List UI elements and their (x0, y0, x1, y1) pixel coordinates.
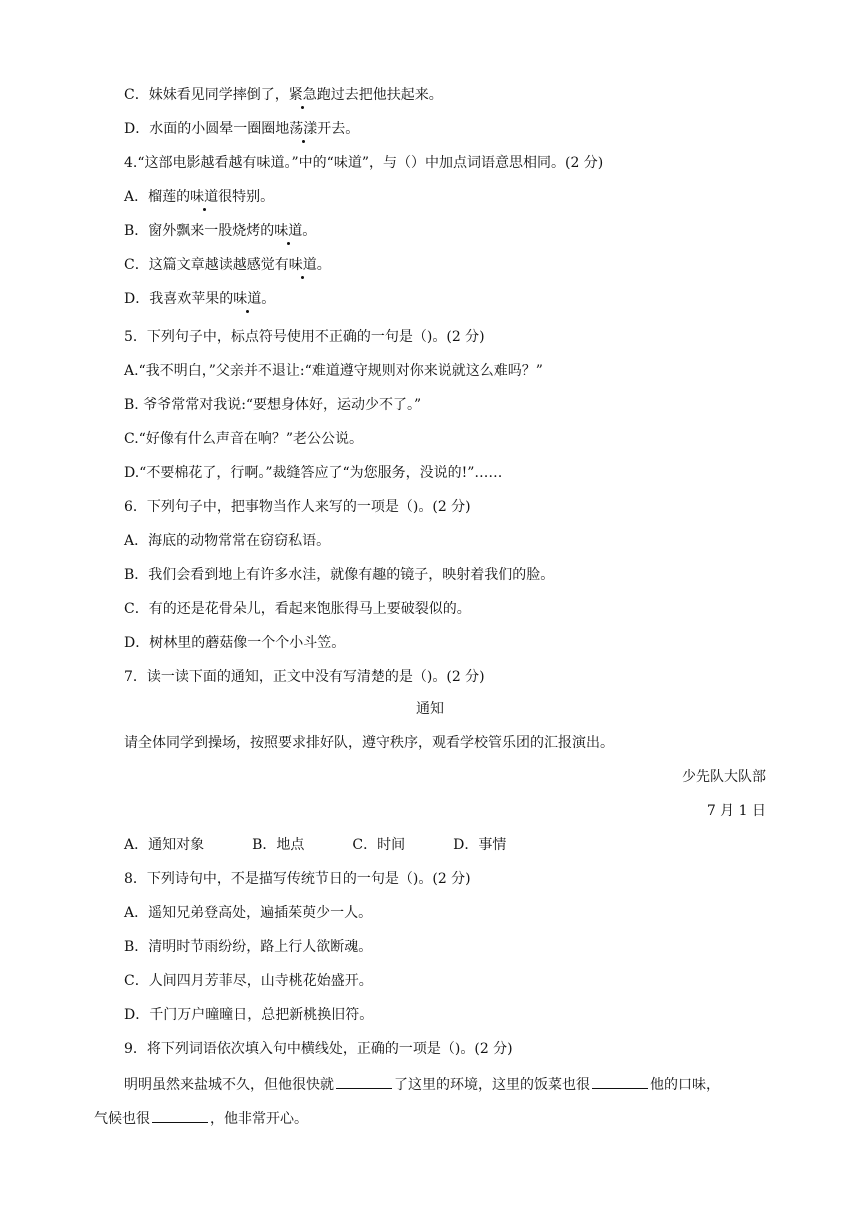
dotted-word: 味道 (288, 257, 317, 273)
q5-option-d: D.“不要棉花了，行啊。”裁缝答应了“为您服务，没说的!”…… (124, 465, 503, 481)
q8-option-c: C．人间四月芳菲尽，山寺桃花始盛开。 (124, 973, 373, 989)
q7-option-a: A．通知对象 (124, 837, 205, 853)
q5-option-a: A.“我不明白，”父亲并不退让:“难道遵守规则对你来说就这么难吗？” (124, 363, 543, 379)
q7-option-d: D．事情 (453, 837, 507, 853)
q7-options (124, 836, 554, 854)
q8-stem: 8．下列诗句中，不是描写传统节日的一句是（)。(2 分) (124, 871, 471, 887)
fill-blank-2[interactable] (592, 1074, 648, 1089)
q8-option-d: D．千门万户曈曈日，总把新桃换旧符。 (124, 1007, 374, 1023)
q6-option-b: B．我们会看到地上有许多水洼，就像有趣的镜子，映射着我们的脸。 (124, 567, 555, 583)
fill-blank-3[interactable] (152, 1108, 208, 1123)
q4-stem: 4.“这部电影越看越有味道。”中的“味道”，与（）中加点词语意思相同。(2 分) (124, 155, 604, 171)
q4-option-c: C．这篇文章越读越感觉有味道。 (124, 257, 331, 273)
q5-option-b: B. 爷爷常常对我说:“要想身体好，运动少不了。” (124, 397, 422, 413)
q4-option-a: A．榴莲的味道很特别。 (124, 189, 275, 205)
q5-option-c: C.“好像有什么声音在响？”老公公说。 (124, 431, 363, 447)
q8-option-b: B．清明时节雨纷纷，路上行人欲断魂。 (124, 939, 373, 955)
q3-option-c: C．妹妹看见同学摔倒了，紧急跑过去把他扶起来。 (124, 87, 443, 103)
notice-signature: 少先队大队部 (682, 769, 766, 785)
q3-option-d: D．水面的小圆晕一圈圈地荡漾开去。 (124, 121, 360, 137)
notice-body: 请全体同学到操场，按照要求排好队，遵守秩序，观看学校管乐团的汇报演出。 (124, 735, 614, 751)
notice-title: 通知 (416, 701, 444, 717)
fill-blank-1[interactable] (336, 1074, 392, 1089)
dotted-word: 味道 (233, 291, 262, 307)
q4-option-d: D．我喜欢苹果的味道。 (124, 291, 276, 307)
q6-stem: 6．下列句子中，把事物当作人来写的一项是（)。(2 分) (124, 499, 471, 515)
q9-sentence-line1: 明明虽然来盐城不久，但他很快就 了这里的环境，这里的饭菜也很 他的口味， (124, 1074, 720, 1094)
dotted-word: 味道 (190, 189, 219, 205)
q7-option-c: C．时间 (352, 837, 406, 853)
q6-option-a: A．海底的动物常常在窃窃私语。 (124, 533, 331, 549)
q5-stem: 5．下列句子中，标点符号使用不正确的一句是（)。(2 分) (124, 329, 485, 345)
q9-sentence-line2: 气候也很 ，他非常开心。 (94, 1108, 308, 1128)
dotted-word: 味道 (274, 223, 303, 239)
notice-date: 7 月 1 日 (706, 803, 766, 819)
q6-option-d: D．树林里的蘑菇像一个个小斗笠。 (124, 635, 346, 651)
q6-option-c: C．有的还是花骨朵儿，看起来饱胀得马上要破裂似的。 (124, 601, 471, 617)
q9-stem: 9．将下列词语依次填入句中横线处，正确的一项是（)。(2 分) (124, 1041, 513, 1057)
dotted-word: 紧急 (288, 87, 317, 103)
q4-option-b: B．窗外飘来一股烧烤的味道。 (124, 223, 317, 239)
dotted-word: 荡漾 (289, 121, 318, 137)
q7-option-b: B．地点 (252, 837, 305, 853)
q8-option-a: A．遥知兄弟登高处，遍插茱萸少一人。 (124, 905, 373, 921)
q7-stem: 7．读一读下面的通知，正文中没有写清楚的是（)。(2 分) (124, 669, 485, 685)
